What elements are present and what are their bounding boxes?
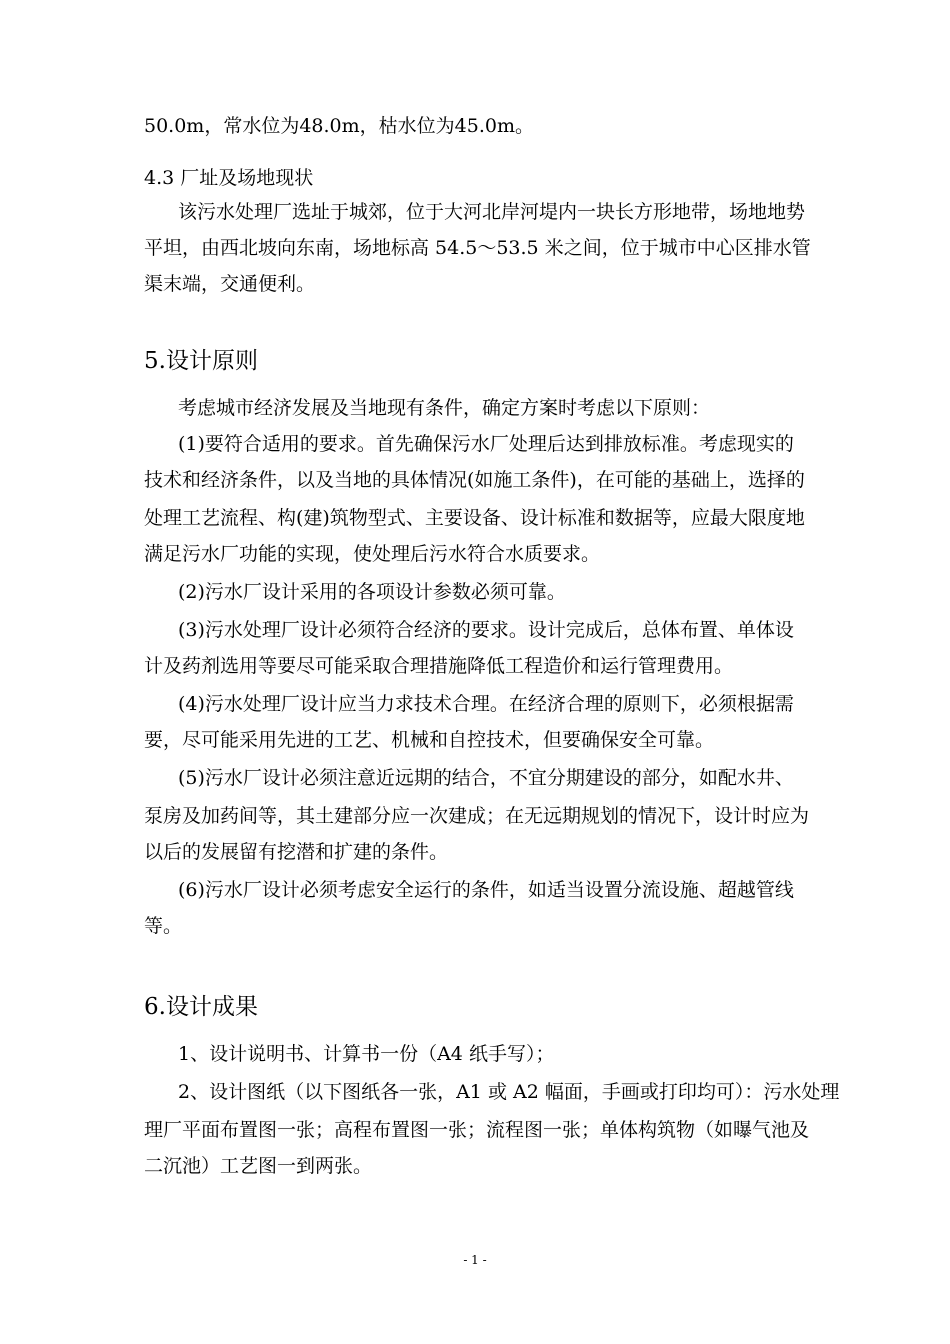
page-number: - 1 -	[463, 1253, 487, 1267]
deliverable-1: 1、设计说明书、计算书一份（A4 纸手写）；	[178, 1043, 555, 1065]
principle-5-line-2: 泵房及加药间等，其土建部分应一次建成；在无远期规划的情况下，设计时应为	[144, 805, 810, 827]
principle-6-line-2: 等。	[144, 915, 183, 937]
principle-4-line-1: (4)污水处理厂设计应当力求技术合理。在经济合理的原则下，必须根据需	[178, 693, 794, 715]
section-heading-5: 5.设计原则	[144, 348, 258, 374]
deliverable-2-line-1: 2、设计图纸（以下图纸各一张，A1 或 A2 幅面，手画或打印均可）：污水处理	[178, 1081, 840, 1103]
principle-2: (2)污水厂设计采用的各项设计参数必须可靠。	[178, 581, 566, 603]
principle-1-line-1: (1)要符合适用的要求。首先确保污水厂处理后达到排放标准。考虑现实的	[178, 433, 794, 455]
principle-1-line-4: 满足污水厂功能的实现，使处理后污水符合水质要求。	[144, 543, 601, 565]
principles-intro: 考虑城市经济发展及当地现有条件，确定方案时考虑以下原则：	[178, 397, 711, 419]
principle-5-line-3: 以后的发展留有挖潜和扩建的条件。	[144, 841, 449, 863]
principle-1-line-3: 处理工艺流程、构(建)筑物型式、主要设备、设计标准和数据等，应最大限度地	[144, 507, 805, 529]
site-paragraph-line-1: 该污水处理厂选址于城郊，位于大河北岸河堤内一块长方形地带，场地地势	[178, 201, 806, 223]
subsection-title-4-3: 4.3 厂址及场地现状	[144, 167, 314, 189]
principle-4-line-2: 要，尽可能采用先进的工艺、机械和自控技术，但要确保安全可靠。	[144, 729, 715, 751]
site-paragraph-line-2: 平坦，由西北坡向东南，场地标高 54.5～53.5 米之间，位于城市中心区排水管	[144, 237, 811, 259]
principle-3-line-1: (3)污水处理厂设计必须符合经济的要求。设计完成后，总体布置、单体设	[178, 619, 794, 641]
section-heading-6: 6.设计成果	[144, 994, 258, 1020]
principle-5-line-1: (5)污水厂设计必须注意近远期的结合，不宜分期建设的部分，如配水井、	[178, 767, 794, 789]
water-level-text: 50.0m，常水位为48.0m，枯水位为45.0m。	[144, 115, 534, 137]
principle-1-line-2: 技术和经济条件，以及当地的具体情况(如施工条件)，在可能的基础上，选择的	[144, 469, 805, 491]
principle-3-line-2: 计及药剂选用等要尽可能采取合理措施降低工程造价和运行管理费用。	[144, 655, 734, 677]
deliverable-2-line-3: 二沉池）工艺图一到两张。	[144, 1155, 373, 1177]
site-paragraph-line-3: 渠末端，交通便利。	[144, 273, 316, 295]
principle-6-line-1: (6)污水厂设计必须考虑安全运行的条件，如适当设置分流设施、超越管线	[178, 879, 794, 901]
deliverable-2-line-2: 理厂平面布置图一张；高程布置图一张；流程图一张；单体构筑物（如曝气池及	[144, 1119, 810, 1141]
